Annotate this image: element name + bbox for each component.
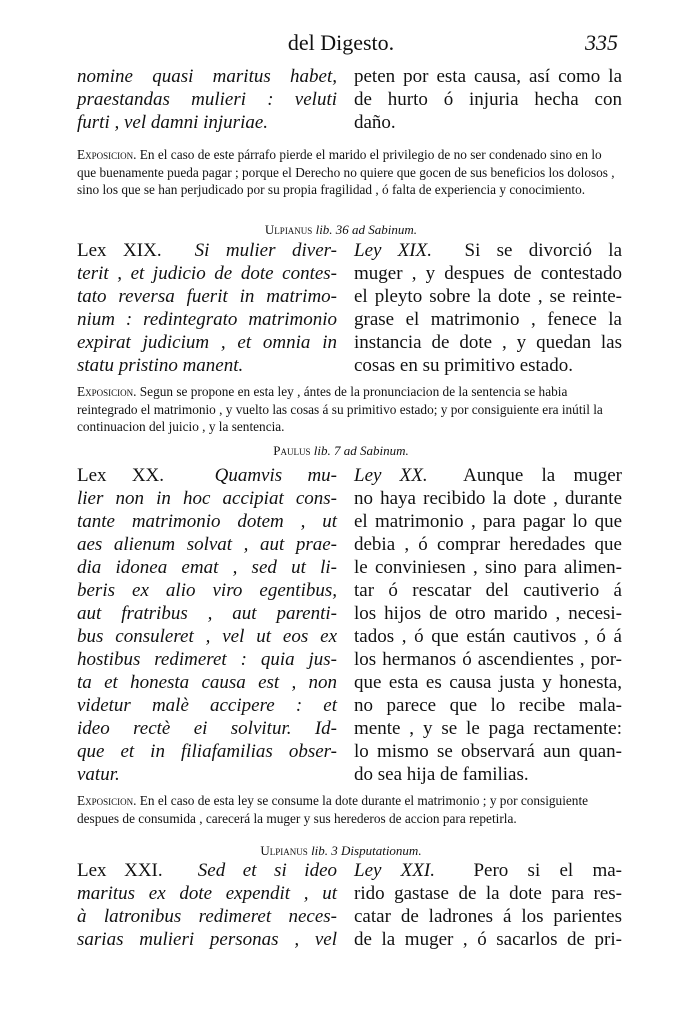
spanish-line: el pleyto sobre la dote , se reinte- xyxy=(354,286,622,307)
source-reference: lib. 3 Disputationum. xyxy=(311,843,422,858)
spanish-line: le conviniesen , sino para alimen- xyxy=(354,557,622,578)
latin-line: statu pristino manent. xyxy=(77,355,244,376)
source-citation xyxy=(0,443,682,459)
source-author: Paulus xyxy=(273,443,311,458)
source-citation xyxy=(0,843,682,859)
spanish-line: no haya recibido la dote , durante xyxy=(354,488,622,509)
latin-line: vatur. xyxy=(77,764,120,785)
lex-label: Lex XX. xyxy=(77,465,165,486)
latin-line: terit , et judicio de dote contes- xyxy=(77,263,337,284)
source-citation xyxy=(0,222,682,238)
source-author: Ulpianus xyxy=(260,843,308,858)
latin-column xyxy=(77,239,337,377)
latin-line: furti , vel damni injuriae. xyxy=(77,112,269,133)
spanish-line: Ley XIX. Si se divorció la xyxy=(354,240,622,261)
latin-line: bus consuleret , vel ut eos ex xyxy=(77,626,337,647)
latin-line: sarias mulieri personas , vel xyxy=(77,929,337,950)
latin-column xyxy=(77,859,337,951)
spanish-line: tar ó rescatar del cautiverio á xyxy=(354,580,622,601)
latin-line: praestandas mulieri : veluti xyxy=(77,89,337,110)
latin-line: aes alienum solvat , aut prae- xyxy=(77,534,337,555)
latin-line: Lex XXI. Sed et si ideo xyxy=(77,860,338,881)
spanish-line: no parece que lo recibe mala- xyxy=(354,695,622,716)
latin-line: lier non in hoc accipiat cons- xyxy=(77,488,337,509)
spanish-line: mente , y se le paga rectamente: xyxy=(354,718,622,739)
latin-line: Lex XIX. Si mulier diver- xyxy=(77,240,338,261)
source-reference: lib. 7 ad Sabinum. xyxy=(313,443,409,458)
spanish-line: debia , ó comprar heredades que xyxy=(354,534,622,555)
latin-line: hostibus redimeret : quia jus- xyxy=(77,649,337,670)
spanish-line: cosas en su primitivo estado. xyxy=(354,355,573,376)
source-author: Ulpianus xyxy=(264,222,313,237)
ley-label: Ley XIX. xyxy=(354,240,432,261)
latin-column xyxy=(77,464,337,786)
spanish-line: Ley XX. Aunque la muger xyxy=(354,465,623,486)
exposition-paragraph xyxy=(77,383,623,436)
spanish-line: peten por esta causa, así como la xyxy=(354,66,622,87)
spanish-line: grase el matrimonio , fenece la xyxy=(354,309,622,330)
spanish-line: rido gastase de la dote para res- xyxy=(354,883,622,904)
spanish-line: de hurto ó injuria hecha con xyxy=(354,89,622,110)
exposition-paragraph xyxy=(77,792,623,827)
spanish-line: Ley XXI. Pero si el ma- xyxy=(354,860,622,881)
source-reference: lib. 36 ad Sabinum. xyxy=(315,222,418,237)
spanish-line: que esta es causa justa y honesta, xyxy=(354,672,622,693)
exposition-text: En el caso de esta ley se consume la dote durante el matrimonio ; y por consiguiente despues de consumida , carecerá la muger y sus herederos de accion para repetirla. xyxy=(77,793,589,826)
latin-line: à latronibus redimeret neces- xyxy=(77,906,337,927)
spanish-line: instancia de dote , y quedan las xyxy=(354,332,622,353)
page-number: 335 xyxy=(585,30,618,55)
latin-line: videtur malè accipere : et xyxy=(77,695,337,716)
latin-line: tato reversa fuerit in matrimo- xyxy=(77,286,337,307)
exposition-label: Exposicion. xyxy=(77,793,137,808)
latin-column xyxy=(77,65,337,134)
latin-line: maritus ex dote expendit , ut xyxy=(77,883,337,904)
spanish-column xyxy=(354,464,622,786)
exposition-text: Segun se propone en esta ley , ántes de la pronunciacion de la sentencia se habia reintegrado el matrimonio , y vuelto las cosas á su primitivo estado; y por consiguiente era inútil la continuacion del juicio , y la sentencia. xyxy=(77,384,603,434)
lex-label: Lex XIX. xyxy=(77,240,162,261)
spanish-column xyxy=(354,65,622,134)
spanish-line: catar de ladrones á los parientes xyxy=(354,906,622,927)
spanish-line: do sea hija de familias. xyxy=(354,764,529,785)
exposition-label: Exposicion. xyxy=(77,147,137,162)
exposition-text: En el caso de este párrafo pierde el marido el privilegio de no ser condenado sino en lo que buenamente pueda pagar ; porque el Derecho no quiere que gocen de sus beneficios los dolosos , sino los que se han perjudicado por su propia fragilidad , ó falta de experiencia y conocimiento. xyxy=(77,147,615,197)
spanish-line: tados , ó que están cautivos , ó á xyxy=(354,626,622,647)
page-header xyxy=(0,30,682,60)
spanish-line: muger , y despues de contestado xyxy=(354,263,622,284)
spanish-line: los hermanos ó ascendientes , por- xyxy=(354,649,622,670)
latin-line: ideo rectè ei solvitur. Id- xyxy=(77,718,337,739)
ley-label: Ley XXI. xyxy=(354,860,435,881)
latin-line: ta et honesta causa est , non xyxy=(77,672,337,693)
latin-line: nium : redintegrato matrimonio xyxy=(77,309,337,330)
latin-line: aut fratribus , aut parenti- xyxy=(77,603,337,624)
exposition-label: Exposicion. xyxy=(77,384,137,399)
spanish-line: lo mismo se observará aun quan- xyxy=(354,741,622,762)
ley-label: Ley XX. xyxy=(354,465,428,486)
spanish-line: los hijos de otro marido , necesi- xyxy=(354,603,622,624)
spanish-line: daño. xyxy=(354,112,396,133)
spanish-line: de la muger , ó sacarlos de pri- xyxy=(354,929,622,950)
latin-line: expirat judicium , et omnia in xyxy=(77,332,337,353)
lex-label: Lex XXI. xyxy=(77,860,163,881)
latin-line: tante matrimonio dotem , ut xyxy=(77,511,337,532)
exposition-paragraph xyxy=(77,146,623,199)
latin-line: que et in filiafamilias obser- xyxy=(77,741,337,762)
spanish-column xyxy=(354,859,622,951)
spanish-line: el matrimonio , para pagar lo que xyxy=(354,511,622,532)
latin-line: dia idonea emat , sed ut li- xyxy=(77,557,337,578)
running-title: del Digesto. xyxy=(287,30,395,55)
latin-line: beris ex alio viro egentibus, xyxy=(77,580,337,601)
latin-line: nomine quasi maritus habet, xyxy=(77,66,337,87)
latin-line: Lex XX. Quamvis mu- xyxy=(77,465,337,486)
spanish-column xyxy=(354,239,622,377)
